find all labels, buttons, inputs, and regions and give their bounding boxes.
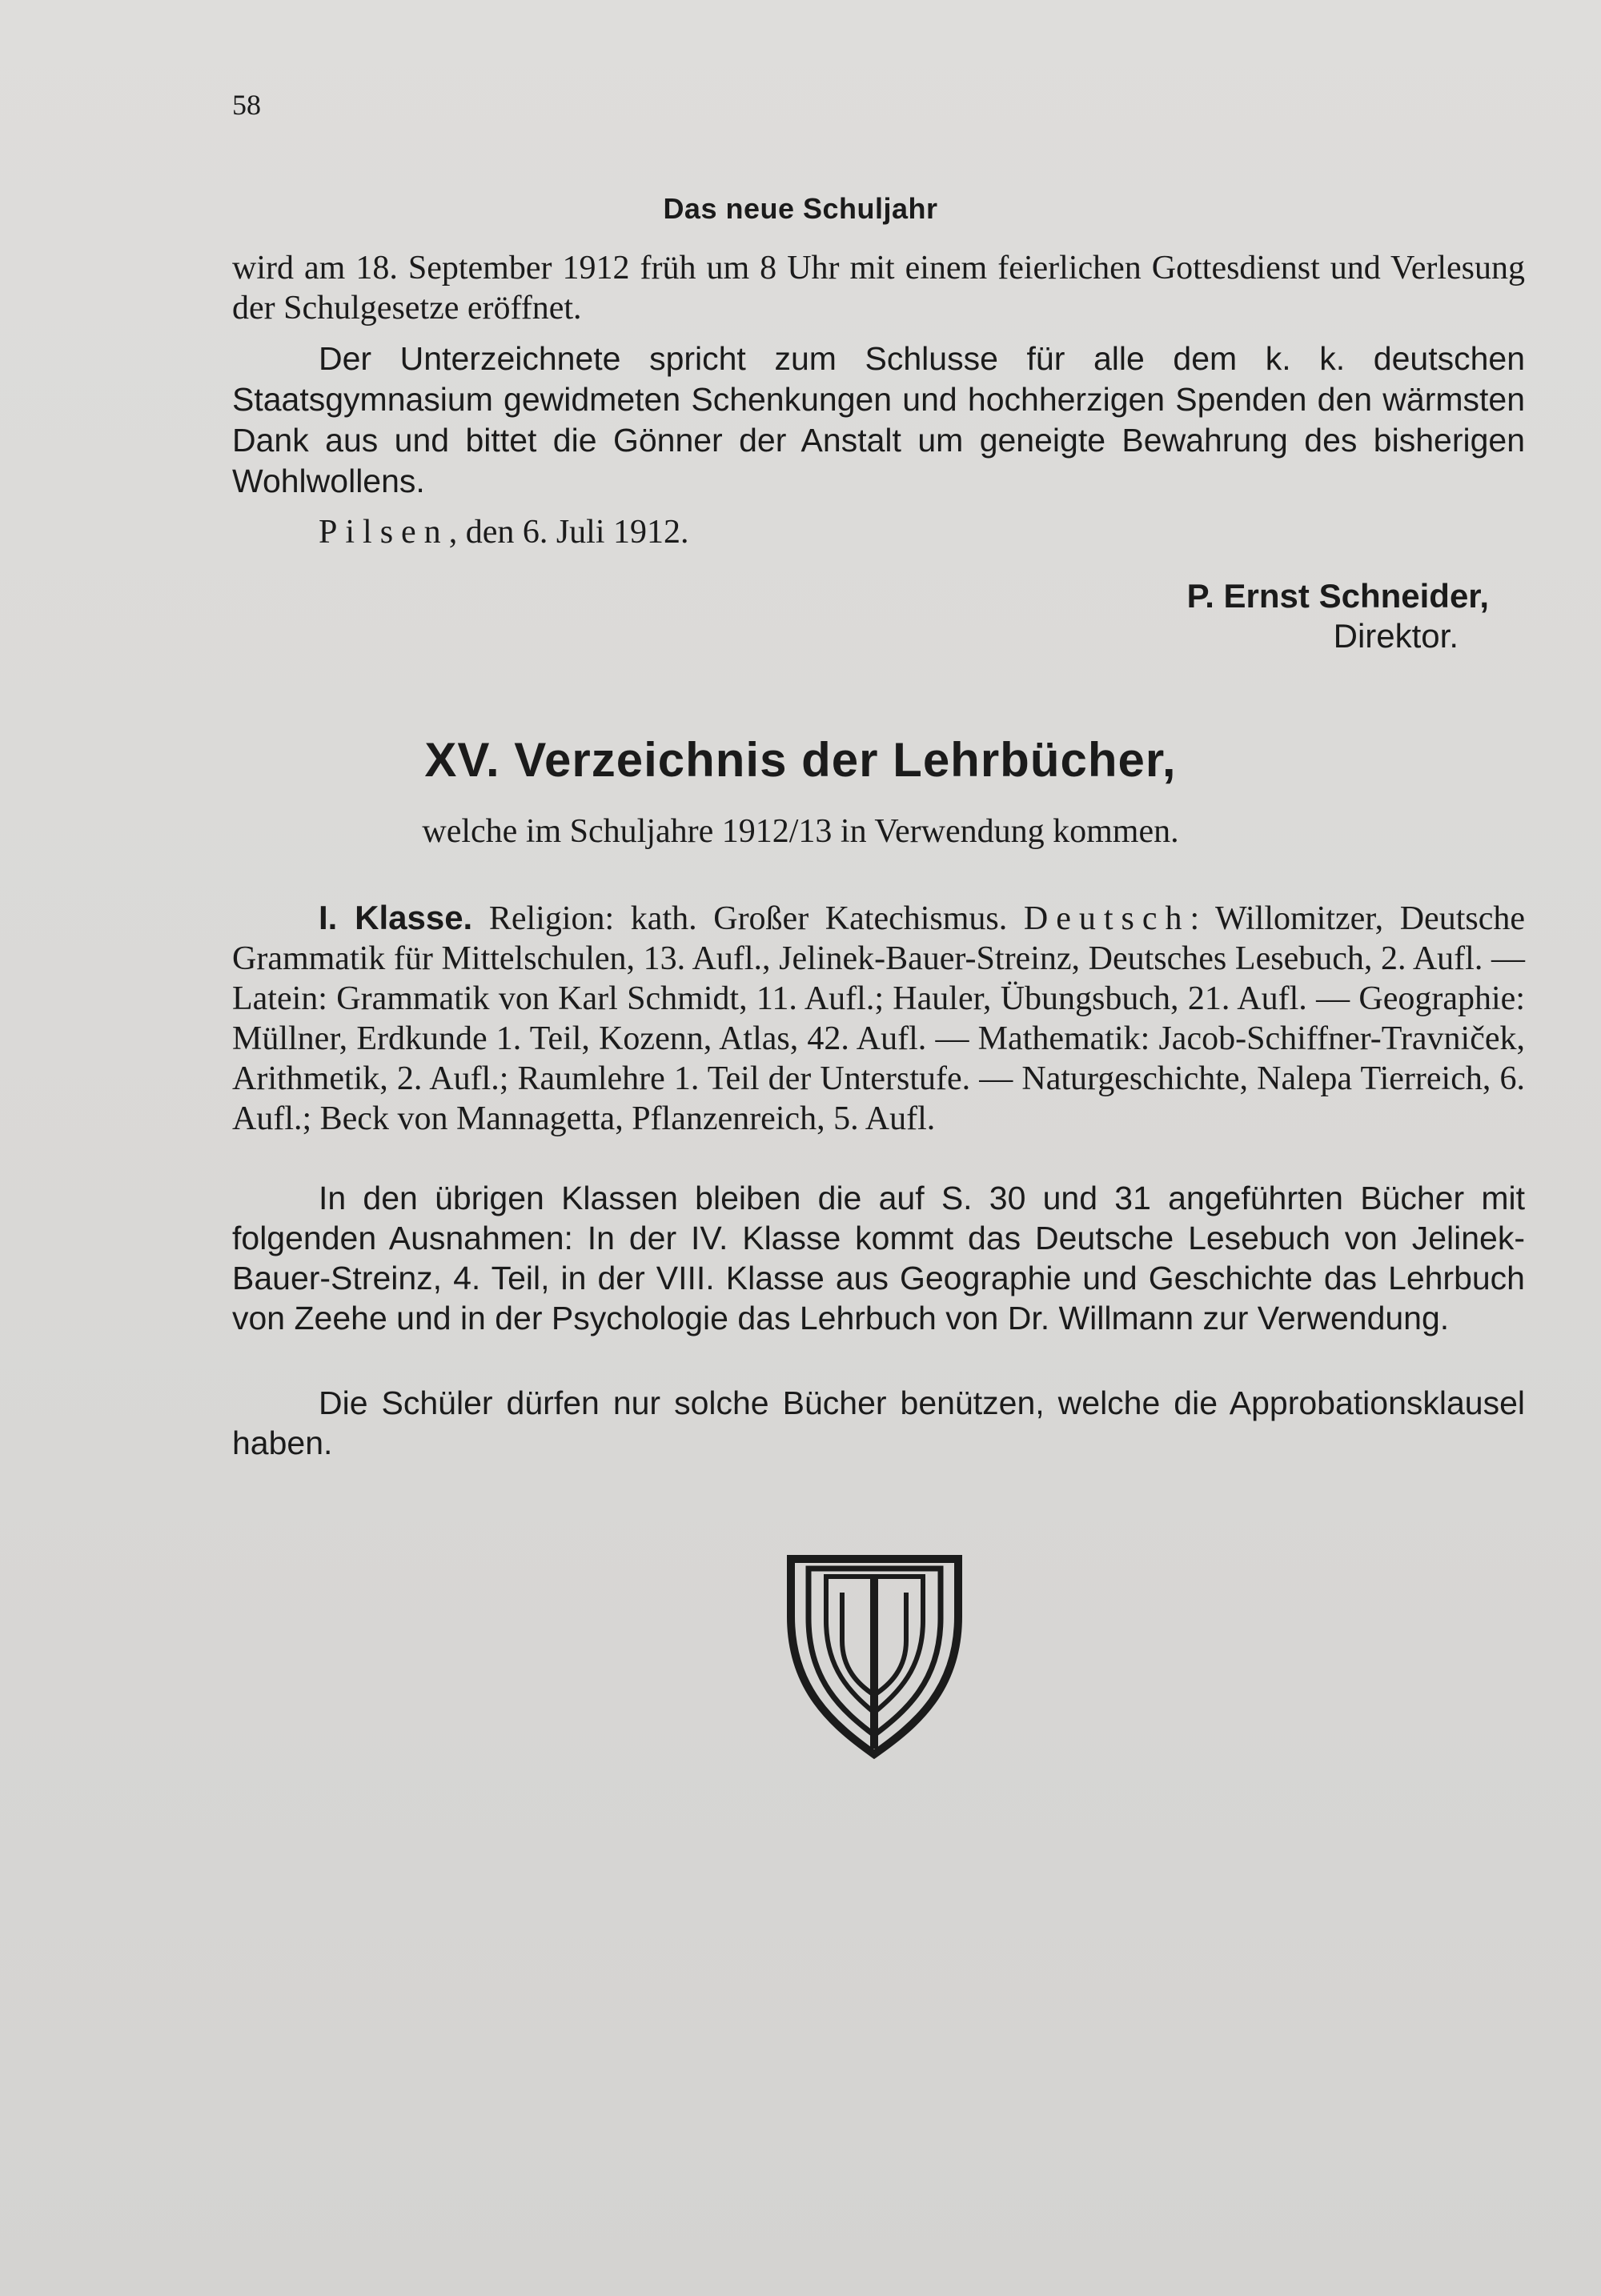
class-one-paragraph [232, 898, 1525, 1139]
page-number: 58 [232, 89, 261, 121]
date-text: , den 6. Juli 1912. [448, 514, 689, 551]
shield-ornament-icon [784, 1553, 965, 1761]
thanks-paragraph [232, 339, 1525, 502]
other-classes-paragraph [232, 1178, 1525, 1338]
class-one-deutsch: Deutsch [1023, 900, 1190, 937]
place-date-paragraph [232, 512, 1525, 552]
signature-role: Direktor. [1333, 617, 1459, 655]
other-classes-text: In den übrigen Klassen bleiben die auf S. 30 und 31 angeführten Bücher mit folgenden Ausnahmen: In der IV. Klasse kommt das Deutsche Lesebuch von Jelinek-Bauer-Streinz, 4. Teil, in der VIII. Klasse aus Geographie und Geschichte das Lehrbuch von Zeehe und in der Psychologie das Lehrbuch von Dr. Willmann zur Verwendung. [232, 1180, 1525, 1336]
section-title: XV. Verzeichnis der Lehrbücher, [424, 733, 1177, 787]
approbation-paragraph [232, 1383, 1525, 1463]
intro-paragraph [232, 248, 1525, 328]
class-one-part1: Religion: kath. Großer Katechismus. [472, 900, 1024, 937]
class-one-label: I. Klasse. [319, 899, 473, 936]
intro-text: wird am 18. September 1912 früh um 8 Uhr mit einem feierlichen Gottesdienst und Verlesung der Schulgesetze eröffnet. [232, 250, 1525, 327]
section-subtitle: welche im Schuljahre 1912/13 in Verwendung kommen. [422, 813, 1179, 850]
signature-block [1187, 576, 1489, 656]
signature-name: P. Ernst Schneider, [1186, 577, 1489, 615]
approbation-text: Die Schüler dürfen nur solche Bücher benützen, welche die Approbationsklausel haben. [232, 1384, 1525, 1461]
thanks-text: Der Unterzeichnete spricht zum Schlusse für alle dem k. k. deutschen Staatsgymnasium gewidmeten Schenkungen und hochherzigen Spenden den wärmsten Dank aus und bittet die Gönner der Anstalt um geneigte Bewahrung des bisherigen Wohlwollens. [232, 340, 1525, 499]
class-one-part2: : Willomitzer, Deutsche Grammatik für Mittelschulen, 13. Aufl., Jelinek-Bauer-Streinz, Deutsches Lesebuch, 2. Aufl. — Latein: Grammatik von Karl Schmidt, 11. Aufl.; Hauler, Übungsbuch, 21. Aufl. — Geographie: Müllner, Erdkunde 1. Teil, Kozenn, Atlas, 42. Aufl. — Mathematik: Jacob-Schiffner-Travniček, Arithmetik, 2. Aufl.; Raumlehre 1. Teil der Unterstufe. — Naturgeschichte, Nalepa Tierreich, 6. Aufl.; Beck von Mannagetta, Pflanzenreich, 5. Aufl. [232, 900, 1525, 1137]
place-name: Pilsen [319, 514, 449, 551]
heading-new-school-year: Das neue Schuljahr [663, 192, 938, 225]
